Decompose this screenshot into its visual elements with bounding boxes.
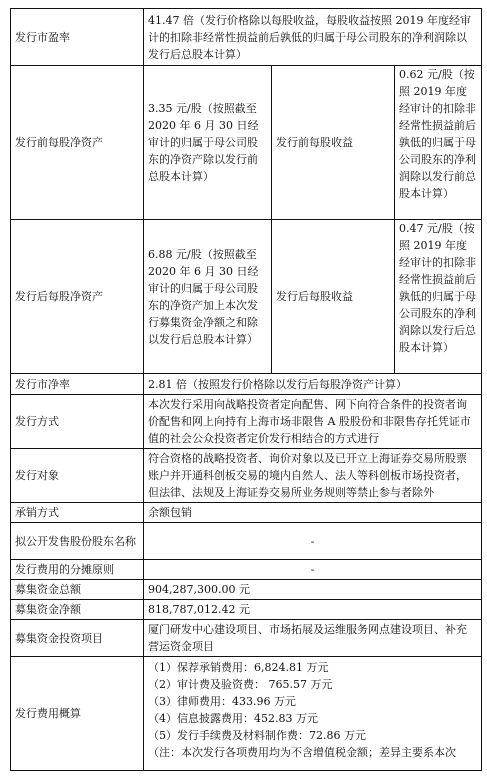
issue-target-value: 符合资格的战略投资者、询价对象以及已开立上海证券交易所股票账户并开通科创板交易的境内自然人、法人等科创板市场投资者，但法律、法规及上海证券交易所业务规则等禁止参与者除外 xyxy=(148,452,467,499)
row-value xyxy=(144,620,481,656)
row-label: 发行费用的分摊原则 xyxy=(11,560,144,579)
post-nav-value: 6.88 元/股（按照截至 2020 年 6 月 30 日经审计的归属于母公司股东的净资产加上本次发行募集资金净额之和除以发行后总股本计算） xyxy=(148,247,259,346)
pb-ratio-value: 2.81 倍（按照发行价格除以发行后每股净资产计算） xyxy=(148,377,407,391)
row-label: 发行前每股净资产 xyxy=(11,66,144,219)
investment-projects-value: 厦门研发中心建设项目、市场拓展及运维服务网点建设项目、补充营运资金项目 xyxy=(148,623,467,653)
fee-item: （注：本次发行各项费用均为不含增值税金额；差异主要系本次 xyxy=(148,746,456,759)
fee-item: （5）发行手续费及材料制作费：72.86 万元 xyxy=(148,729,366,742)
row-fee-allocation xyxy=(11,560,481,580)
post-nav-cell xyxy=(144,220,272,373)
gross-proceeds-value: 904,287,300.00 元 xyxy=(148,583,250,596)
selling-shareholders-label: 拟公开发售股份股东名称 xyxy=(15,534,136,548)
underwriting-value: 余额包销 xyxy=(148,506,192,519)
fee-item: （1）保荐承销费用：6,824.81 万元 xyxy=(148,661,329,674)
pre-eps-label: 发行前每股收益 xyxy=(272,66,395,219)
row-net-proceeds xyxy=(11,600,481,620)
row-pe-ratio xyxy=(11,9,481,66)
row-pb-ratio xyxy=(11,374,481,395)
row-issue-fees xyxy=(11,657,481,770)
pre-nav-cell xyxy=(144,66,272,219)
offering-summary-table xyxy=(10,8,482,771)
net-proceeds-value: 818,787,012.42 元 xyxy=(148,603,250,616)
pre-eps-cell xyxy=(395,66,481,219)
row-pre-issue-nav xyxy=(11,66,481,220)
row-label: 募集资金总额 xyxy=(11,580,144,599)
row-label xyxy=(11,523,144,559)
row-value xyxy=(144,9,481,65)
row-label: 发行市净率 xyxy=(11,374,144,394)
row-value xyxy=(144,449,481,502)
fee-allocation-value: - xyxy=(310,563,315,576)
row-gross-proceeds xyxy=(11,580,481,600)
row-underwriting xyxy=(11,503,481,523)
row-split xyxy=(144,66,481,219)
row-split xyxy=(144,220,481,373)
issue-method-value: 本次发行采用向战略投资者定向配售、网下向符合条件的投资者询价配售和网上向持有上海市场非限售 A 股股份和非限售存托凭证市值的社会公众投资者定价发行相结合的方式进行 xyxy=(148,398,471,445)
post-eps-value: 0.47 元/股（按照 2019 年度经审计的扣除非经常性损益前后孰低的归属于母公司股东的净利润除以发行后总股本计算） xyxy=(399,222,476,354)
row-label: 发行后每股净资产 xyxy=(11,220,144,373)
fee-item: （2）审计费及验资费： 765.57 万元 xyxy=(148,678,333,691)
pe-ratio-value: 41.47 倍（发行价格除以每股收益，每股收益按照 2019 年度经审计的扣除非经常性损益前后孰低的归属于母公司股东的净利润除以发行后总股本计算） xyxy=(148,13,471,61)
row-label: 募集资金投资项目 xyxy=(11,620,144,656)
row-selling-shareholders xyxy=(11,523,481,560)
fee-item: （4）信息披露费用：452.83 万元 xyxy=(148,712,318,725)
fee-item: （3）律师费用：433.96 万元 xyxy=(148,695,296,708)
selling-shareholders-value: - xyxy=(310,534,315,548)
row-investment-projects xyxy=(11,620,481,657)
row-value xyxy=(144,657,481,770)
row-issue-method xyxy=(11,395,481,449)
row-label: 发行市盈率 xyxy=(11,9,144,65)
post-eps-cell xyxy=(395,220,481,373)
row-value xyxy=(144,395,481,448)
row-label: 承销方式 xyxy=(11,503,144,522)
fee-list xyxy=(148,658,456,761)
row-label: 募集资金净额 xyxy=(11,600,144,619)
pre-nav-value: 3.35 元/股（按照截至 2020 年 6 月 30 日经审计的归属于母公司股东的净资产除以发行前总股本计算） xyxy=(148,102,259,183)
pre-eps-value: 0.62 元/股（按照 2019 年度经审计的扣除非经常性损益前后孰低的归属于母公司股东的净利润除以发行前总股本计算） xyxy=(399,68,476,200)
row-label: 发行对象 xyxy=(11,449,144,502)
row-issue-target xyxy=(11,449,481,503)
row-label: 发行费用概算 xyxy=(11,657,144,770)
post-eps-label: 发行后每股收益 xyxy=(272,220,395,373)
row-label: 发行方式 xyxy=(11,395,144,448)
row-post-issue-nav xyxy=(11,220,481,374)
